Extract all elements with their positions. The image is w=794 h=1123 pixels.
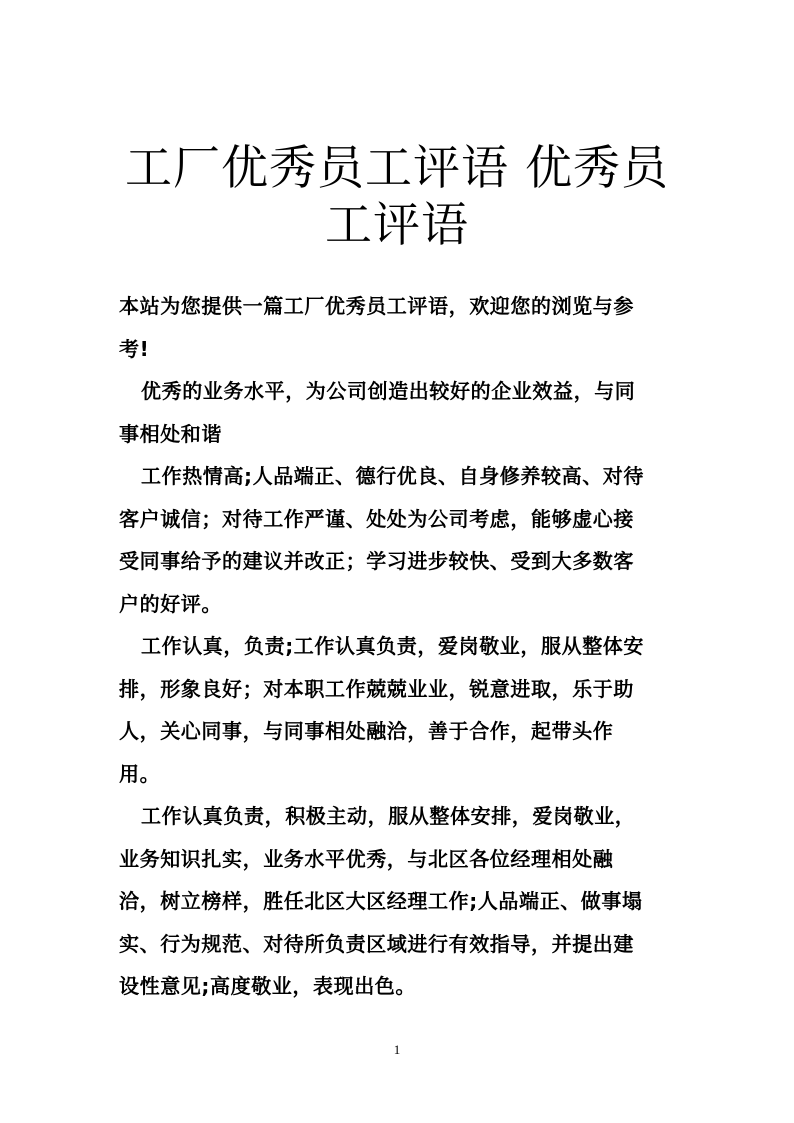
text-line: 用。 [119, 761, 161, 786]
document-title [100, 140, 694, 254]
text-line: 实、行为规范、对待所负责区域进行有效指导，并提出建 [119, 931, 634, 956]
text-line: 优秀的业务水平，为公司创造出较好的企业效益，与同 [141, 379, 636, 403]
comment-paragraph-2 [119, 455, 689, 625]
text-line: 客户诚信；对待工作严谨、处处为公司考虑，能够虚心接 [119, 506, 634, 531]
text-line: 设性意见;高度敬业，表现出色。 [119, 974, 416, 998]
text-line: 受同事给予的建议并改正；学习进步较快、受到大多数客 [119, 549, 634, 573]
text-line: 人，关心同事，与同事相处融洽，善于合作，起带头作 [119, 719, 614, 743]
text-line: 考! [119, 336, 150, 361]
text-line: 工作认真负责，积极主动，服从整体安排，爱岗敬业， [141, 804, 636, 828]
intro-paragraph [119, 285, 689, 370]
text-line: 排，形象良好；对本职工作兢兢业业，锐意进取，乐于助 [119, 676, 634, 701]
text-line: 洽，树立榜样，胜任北区大区经理工作;人品端正、做事塌 [119, 889, 643, 913]
text-line: 事相处和谐 [119, 421, 222, 446]
comment-paragraph-3 [119, 625, 689, 795]
page-number: 1 [393, 1042, 401, 1057]
text-line: 本站为您提供一篇工厂优秀员工评语，欢迎您的浏览与参 [119, 294, 634, 318]
text-line: 业务知识扎实，业务水平优秀，与北区各位经理相处融 [119, 846, 614, 871]
text-line: 工作认真，负责;工作认真负责，爱岗敬业，服从整体安 [141, 634, 644, 658]
comment-paragraph-1 [119, 370, 689, 455]
document-body [119, 285, 689, 1008]
title-line: 工厂优秀员工评语 优秀员 [125, 141, 669, 196]
title-line: 工评语 [325, 198, 469, 253]
text-line: 户的好评。 [119, 591, 222, 616]
comment-paragraph-4 [119, 795, 689, 1008]
text-line: 工作热情高;人品端正、德行优良、自身修养较高、对待 [141, 464, 644, 488]
